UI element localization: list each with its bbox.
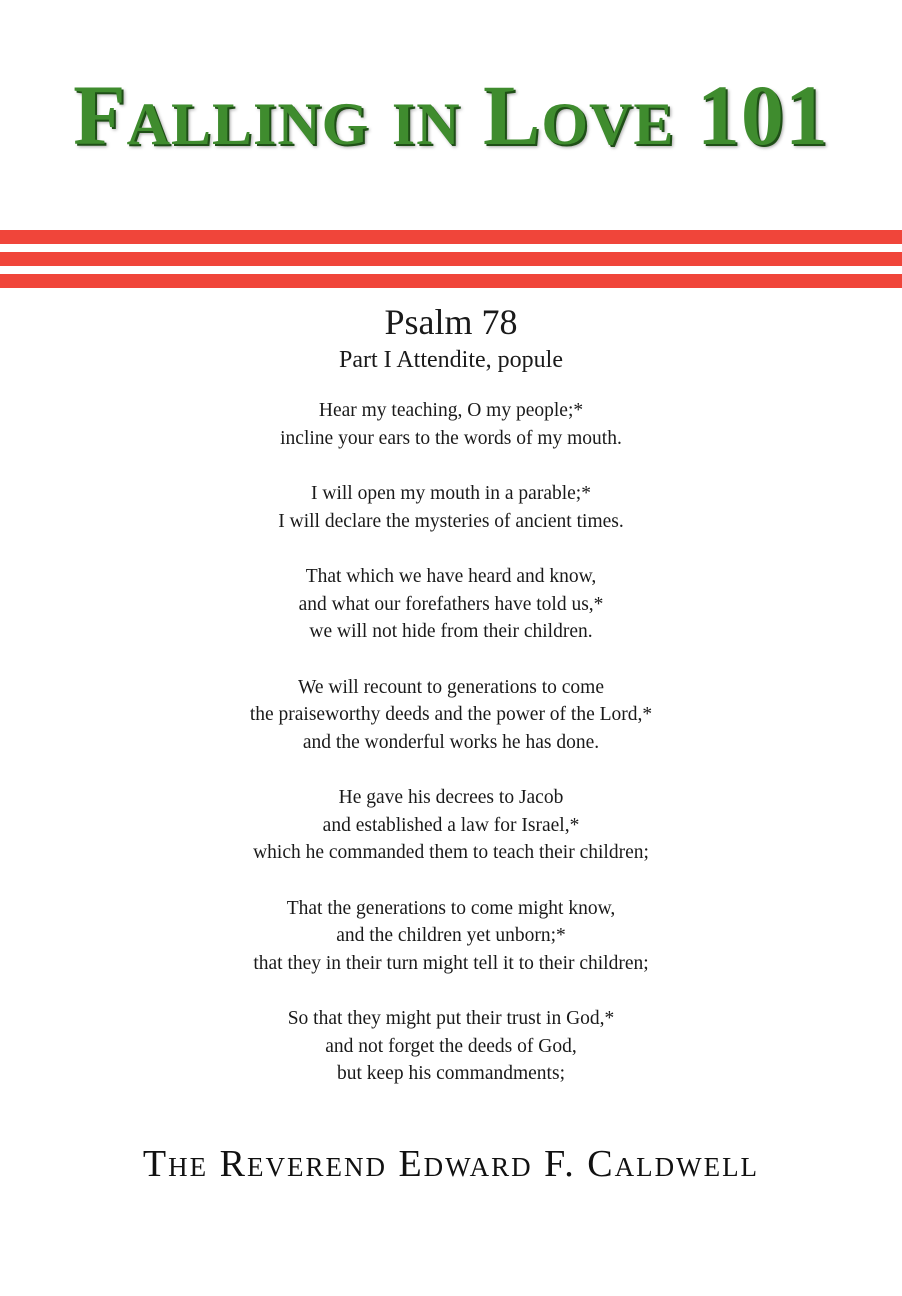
book-title: Falling in Love 101 [73,67,829,163]
stanza [0,480,902,535]
stanza [0,895,902,978]
verse-line: and the wonderful works he has done. [302,731,600,753]
verse-line: but keep his commandments; [336,1063,565,1084]
verse-line: and established a law for Israel,* [322,814,580,836]
stanza [0,1005,902,1088]
psalm-verses [0,397,902,1116]
verse-line: So that they might put their trust in God,* [287,1008,615,1029]
psalm-subtitle: Part I Attendite, popule [339,347,563,373]
verse-line: the praiseworthy deeds and the power of the Lord,* [249,704,653,725]
stanza [0,397,902,452]
verse-line: That which we have heard and know, [305,566,597,587]
verse-line: and not forget the deeds of God, [325,1035,577,1057]
verse-line: incline your ears to the words of my mouth. [280,427,622,449]
verse-line: which he commanded them to teach their children; [253,842,649,863]
red-stripe-bottom [0,274,902,288]
verse-line: and the children yet unborn;* [336,925,566,946]
verse-line: I will declare the mysteries of ancient times. [278,510,624,532]
stanza [0,674,902,757]
verse-line: Hear my teaching, O my people;* [318,400,584,421]
verse-line: That the generations to come might know, [286,897,616,919]
psalm-title: Psalm 78 [384,302,518,342]
red-stripe-middle [0,252,902,266]
stanza [0,563,902,646]
verse-line: and what our forefathers have told us,* [298,593,604,615]
author-name: The Reverend Edward F. Caldwell [142,1143,760,1185]
red-stripe-top [0,230,902,244]
verse-line: We will recount to generations to come [297,676,604,698]
stanza [0,784,902,867]
verse-line: He gave his decrees to Jacob [338,787,564,808]
verse-line: that they in their turn might tell it to their children; [253,952,649,974]
decorative-stripes [0,230,902,288]
verse-line: I will open my mouth in a parable;* [311,483,591,504]
verse-line: we will not hide from their children. [309,621,593,642]
